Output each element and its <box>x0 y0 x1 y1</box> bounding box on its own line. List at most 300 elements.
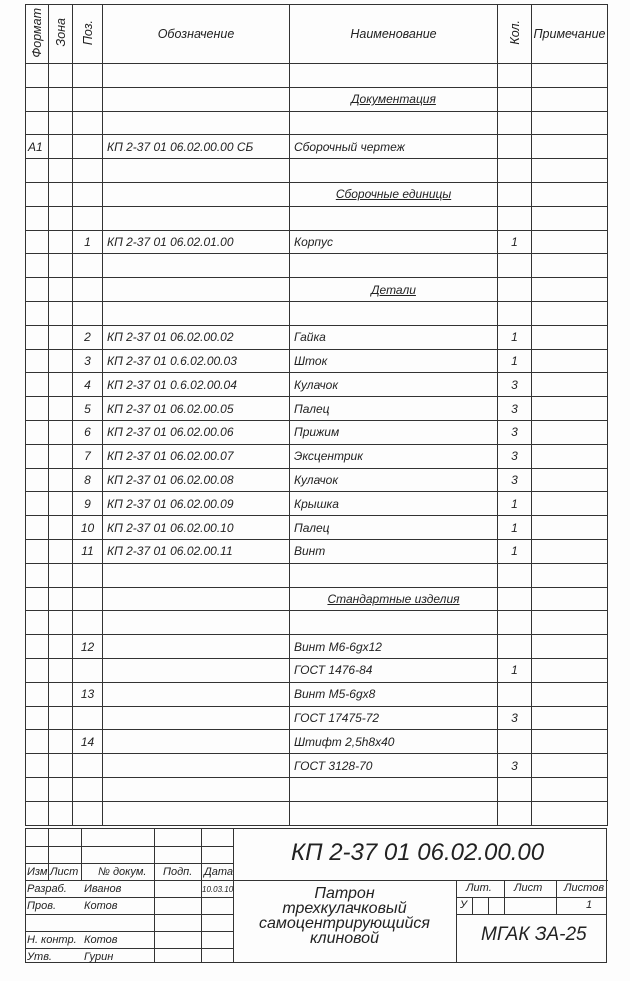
cell-designation: КП 2-37 01 06.02.00.08 <box>103 468 290 492</box>
cell-note <box>532 254 608 278</box>
cell-pos: 4 <box>73 373 103 397</box>
table-row <box>26 159 608 183</box>
cell-pos <box>73 658 103 682</box>
cell-qty: 3 <box>498 706 532 730</box>
cell-qty: 3 <box>498 397 532 421</box>
cell-pos: 13 <box>73 682 103 706</box>
table-row <box>26 658 608 682</box>
product-name-line: трехкулачковый <box>282 900 407 917</box>
divider <box>456 880 457 962</box>
cell-note <box>532 444 608 468</box>
cell-pos <box>73 754 103 778</box>
cell-name <box>290 159 498 183</box>
table-row <box>26 730 608 754</box>
cell-format <box>26 254 49 278</box>
cell-pos <box>73 301 103 325</box>
cell-format <box>26 182 49 206</box>
cell-name: Винт <box>290 539 498 563</box>
cell-pos <box>73 706 103 730</box>
cell-note <box>532 468 608 492</box>
cell-zone <box>49 492 73 516</box>
cell-note <box>532 730 608 754</box>
cell-name: Сборочные единицы <box>290 182 498 206</box>
cell-zone <box>49 159 73 183</box>
cell-format <box>26 325 49 349</box>
cell-name <box>290 64 498 88</box>
cell-note <box>532 563 608 587</box>
cell-pos <box>73 111 103 135</box>
cell-note <box>532 516 608 540</box>
cell-format <box>26 539 49 563</box>
cell-name: ГОСТ 17475-72 <box>290 706 498 730</box>
cell-pos: 7 <box>73 444 103 468</box>
divider <box>556 880 557 914</box>
cell-qty: 3 <box>498 754 532 778</box>
cell-pos <box>73 206 103 230</box>
divider <box>81 829 82 880</box>
role-name: Котов <box>84 900 118 912</box>
cell-qty: 1 <box>498 658 532 682</box>
cell-name: Сборочный чертеж <box>290 135 498 159</box>
cell-note <box>532 135 608 159</box>
cell-qty <box>498 777 532 801</box>
cell-name <box>290 254 498 278</box>
header-zone: Зона <box>53 18 68 47</box>
cell-pos: 14 <box>73 730 103 754</box>
cell-zone <box>49 206 73 230</box>
cell-name <box>290 777 498 801</box>
divider <box>48 829 49 880</box>
cell-pos: 5 <box>73 397 103 421</box>
cell-qty: 1 <box>498 230 532 254</box>
cell-format <box>26 611 49 635</box>
cell-format <box>26 777 49 801</box>
label-doc-no: № докум. <box>98 866 147 878</box>
cell-format <box>26 420 49 444</box>
cell-qty <box>498 611 532 635</box>
title-block <box>25 828 607 963</box>
cell-format: А1 <box>26 135 49 159</box>
cell-note <box>532 159 608 183</box>
cell-qty: 1 <box>498 539 532 563</box>
table-row <box>26 516 608 540</box>
label-date: Дата <box>204 866 234 878</box>
table-row <box>26 563 608 587</box>
cell-format <box>26 492 49 516</box>
divider <box>233 880 608 881</box>
label-sheet: Лист <box>514 882 543 894</box>
cell-pos: 11 <box>73 539 103 563</box>
cell-designation: КП 2-37 01 06.02.00.11 <box>103 539 290 563</box>
cell-qty <box>498 587 532 611</box>
cell-format <box>26 706 49 730</box>
role-date: 10.03.10 <box>202 885 234 894</box>
cell-designation: КП 2-37 01 06.02.00.10 <box>103 516 290 540</box>
role-name: Гурин <box>84 951 114 963</box>
cell-designation: КП 2-37 01 06.02.00.05 <box>103 397 290 421</box>
cell-qty <box>498 563 532 587</box>
header-note: Примечание <box>532 5 608 64</box>
cell-pos: 1 <box>73 230 103 254</box>
product-name-line: Патрон <box>314 885 375 902</box>
cell-designation: КП 2-37 01 06.02.00.06 <box>103 420 290 444</box>
table-row <box>26 301 608 325</box>
cell-pos: 2 <box>73 325 103 349</box>
cell-zone <box>49 420 73 444</box>
cell-note <box>532 587 608 611</box>
cell-qty <box>498 87 532 111</box>
cell-format <box>26 635 49 659</box>
cell-zone <box>49 444 73 468</box>
cell-designation <box>103 801 290 825</box>
cell-note <box>532 301 608 325</box>
cell-zone <box>49 754 73 778</box>
cell-format <box>26 397 49 421</box>
cell-designation <box>103 182 290 206</box>
cell-qty <box>498 301 532 325</box>
cell-zone <box>49 730 73 754</box>
cell-name: Винт М5-6gх8 <box>290 682 498 706</box>
cell-name: Эксцентрик <box>290 444 498 468</box>
cell-designation <box>103 206 290 230</box>
cell-designation: КП 2-37 01 06.02.00.02 <box>103 325 290 349</box>
cell-format <box>26 682 49 706</box>
cell-pos <box>73 777 103 801</box>
cell-designation <box>103 658 290 682</box>
table-row <box>26 777 608 801</box>
cell-name <box>290 111 498 135</box>
label-sign: Подп. <box>163 866 193 878</box>
cell-format <box>26 516 49 540</box>
cell-pos <box>73 563 103 587</box>
cell-qty: 1 <box>498 492 532 516</box>
table-row <box>26 397 608 421</box>
product-name-line: самоцентрирующийся <box>259 915 430 932</box>
cell-zone <box>49 635 73 659</box>
cell-qty <box>498 64 532 88</box>
cell-note <box>532 420 608 444</box>
cell-name: ГОСТ 3128-70 <box>290 754 498 778</box>
cell-zone <box>49 682 73 706</box>
label-sheets: Листов <box>564 882 605 894</box>
cell-designation: КП 2-37 01 0.6.02.00.04 <box>103 373 290 397</box>
cell-qty <box>498 206 532 230</box>
cell-note <box>532 539 608 563</box>
cell-designation <box>103 301 290 325</box>
table-row <box>26 182 608 206</box>
cell-format <box>26 159 49 183</box>
table-row <box>26 801 608 825</box>
divider <box>488 897 489 914</box>
cell-zone <box>49 611 73 635</box>
cell-zone <box>49 563 73 587</box>
cell-format <box>26 563 49 587</box>
table-row <box>26 230 608 254</box>
header-qty: Кол. <box>507 20 522 45</box>
role-label: Утв. <box>27 951 52 963</box>
cell-designation: КП 2-37 01 0.6.02.00.03 <box>103 349 290 373</box>
cell-designation <box>103 754 290 778</box>
label-izm: Изм <box>27 866 48 878</box>
cell-format <box>26 87 49 111</box>
table-row <box>26 349 608 373</box>
cell-note <box>532 397 608 421</box>
cell-pos: 9 <box>73 492 103 516</box>
cell-name: Детали <box>290 278 498 302</box>
cell-designation <box>103 635 290 659</box>
cell-note <box>532 349 608 373</box>
cell-pos <box>73 278 103 302</box>
cell-designation <box>103 587 290 611</box>
cell-zone <box>49 325 73 349</box>
cell-format <box>26 730 49 754</box>
cell-note <box>532 325 608 349</box>
cell-qty <box>498 159 532 183</box>
cell-zone <box>49 373 73 397</box>
cell-pos <box>73 254 103 278</box>
table-row <box>26 682 608 706</box>
cell-designation <box>103 159 290 183</box>
cell-format <box>26 206 49 230</box>
cell-name <box>290 206 498 230</box>
header-designation: Обозначение <box>103 5 290 64</box>
cell-format <box>26 111 49 135</box>
divider <box>154 829 155 962</box>
cell-qty: 3 <box>498 373 532 397</box>
cell-qty <box>498 135 532 159</box>
cell-name: ГОСТ 1476-84 <box>290 658 498 682</box>
cell-name <box>290 563 498 587</box>
cell-name: Кулачок <box>290 468 498 492</box>
cell-designation <box>103 611 290 635</box>
cell-note <box>532 635 608 659</box>
cell-note <box>532 64 608 88</box>
cell-pos <box>73 182 103 206</box>
cell-zone <box>49 254 73 278</box>
cell-name: Винт М6-6gх12 <box>290 635 498 659</box>
table-row <box>26 254 608 278</box>
cell-zone <box>49 468 73 492</box>
role-label: Разраб. <box>27 883 67 895</box>
table-row <box>26 206 608 230</box>
role-name: Иванов <box>84 883 122 895</box>
divider <box>504 880 505 914</box>
cell-note <box>532 111 608 135</box>
table-row <box>26 135 608 159</box>
table-row <box>26 611 608 635</box>
cell-zone <box>49 706 73 730</box>
header-name: Наименование <box>290 5 498 64</box>
cell-designation: КП 2-37 01 06.02.00.00 СБ <box>103 135 290 159</box>
cell-zone <box>49 349 73 373</box>
cell-zone <box>49 397 73 421</box>
cell-name <box>290 611 498 635</box>
cell-note <box>532 611 608 635</box>
table-row <box>26 444 608 468</box>
cell-designation <box>103 87 290 111</box>
cell-zone <box>49 539 73 563</box>
cell-name: Гайка <box>290 325 498 349</box>
cell-note <box>532 658 608 682</box>
cell-note <box>532 777 608 801</box>
table-row <box>26 111 608 135</box>
cell-name: Шток <box>290 349 498 373</box>
cell-note <box>532 682 608 706</box>
cell-qty: 3 <box>498 444 532 468</box>
table-row <box>26 706 608 730</box>
cell-format <box>26 754 49 778</box>
cell-qty <box>498 254 532 278</box>
cell-note <box>532 182 608 206</box>
cell-name <box>290 801 498 825</box>
header-pos: Поз. <box>80 19 95 46</box>
cell-pos <box>73 159 103 183</box>
cell-designation <box>103 682 290 706</box>
cell-designation: КП 2-37 01 06.02.00.09 <box>103 492 290 516</box>
cell-name: Палец <box>290 397 498 421</box>
cell-format <box>26 349 49 373</box>
role-label: Пров. <box>27 900 57 912</box>
cell-format <box>26 373 49 397</box>
cell-name: Палец <box>290 516 498 540</box>
cell-zone <box>49 64 73 88</box>
divider <box>456 897 606 898</box>
product-name-line: клиновой <box>310 930 379 947</box>
table-row <box>26 325 608 349</box>
label-lit: Лит. <box>466 882 492 894</box>
cell-qty <box>498 278 532 302</box>
table-row <box>26 373 608 397</box>
cell-pos <box>73 587 103 611</box>
cell-note <box>532 87 608 111</box>
role-name: Котов <box>84 934 118 946</box>
cell-name: Стандартные изделия <box>290 587 498 611</box>
cell-designation <box>103 64 290 88</box>
table-row <box>26 87 608 111</box>
cell-designation <box>103 278 290 302</box>
cell-format <box>26 658 49 682</box>
cell-pos: 8 <box>73 468 103 492</box>
role-label: Н. контр. <box>27 934 77 946</box>
cell-format <box>26 64 49 88</box>
cell-note <box>532 492 608 516</box>
table-row <box>26 278 608 302</box>
cell-note <box>532 373 608 397</box>
cell-note <box>532 754 608 778</box>
cell-zone <box>49 777 73 801</box>
cell-zone <box>49 301 73 325</box>
table-row <box>26 587 608 611</box>
header-format: Формат <box>30 7 44 58</box>
cell-qty <box>498 635 532 659</box>
cell-zone <box>49 587 73 611</box>
cell-name: Документация <box>290 87 498 111</box>
cell-designation <box>103 706 290 730</box>
cell-qty <box>498 182 532 206</box>
cell-qty <box>498 730 532 754</box>
cell-name: Крышка <box>290 492 498 516</box>
cell-qty: 1 <box>498 349 532 373</box>
divider <box>201 829 202 962</box>
cell-note <box>532 706 608 730</box>
cell-designation <box>103 254 290 278</box>
cell-format <box>26 230 49 254</box>
cell-name: Штифт 2,5h8х40 <box>290 730 498 754</box>
divider <box>472 897 473 914</box>
lit-value: У <box>460 899 468 911</box>
cell-zone <box>49 801 73 825</box>
table-row <box>26 468 608 492</box>
cell-designation <box>103 111 290 135</box>
cell-pos <box>73 611 103 635</box>
table-header <box>26 5 608 64</box>
table-row <box>26 64 608 88</box>
sheets-value: 1 <box>586 899 593 911</box>
cell-designation: КП 2-37 01 06.02.00.07 <box>103 444 290 468</box>
cell-zone <box>49 182 73 206</box>
cell-designation: КП 2-37 01 06.02.01.00 <box>103 230 290 254</box>
cell-pos <box>73 135 103 159</box>
table-row <box>26 754 608 778</box>
cell-note <box>532 230 608 254</box>
cell-note <box>532 801 608 825</box>
organization: МГАК ЗА-25 <box>481 924 587 945</box>
cell-format <box>26 801 49 825</box>
cell-pos <box>73 87 103 111</box>
cell-name <box>290 301 498 325</box>
cell-designation <box>103 730 290 754</box>
cell-qty <box>498 111 532 135</box>
label-list: Лист <box>50 866 79 878</box>
cell-note <box>532 206 608 230</box>
table-row <box>26 635 608 659</box>
divider <box>456 914 606 915</box>
document-number: КП 2-37 01 06.02.00.00 <box>291 839 545 866</box>
cell-format <box>26 444 49 468</box>
cell-qty: 1 <box>498 516 532 540</box>
cell-format <box>26 301 49 325</box>
cell-qty: 3 <box>498 468 532 492</box>
cell-qty <box>498 682 532 706</box>
cell-name: Корпус <box>290 230 498 254</box>
cell-pos <box>73 64 103 88</box>
cell-name: Кулачок <box>290 373 498 397</box>
cell-qty: 3 <box>498 420 532 444</box>
cell-zone <box>49 658 73 682</box>
cell-pos: 3 <box>73 349 103 373</box>
cell-zone <box>49 230 73 254</box>
cell-designation <box>103 563 290 587</box>
cell-note <box>532 278 608 302</box>
cell-designation <box>103 777 290 801</box>
cell-zone <box>49 135 73 159</box>
cell-name: Прижим <box>290 420 498 444</box>
cell-format <box>26 278 49 302</box>
cell-pos: 12 <box>73 635 103 659</box>
table-row <box>26 492 608 516</box>
cell-qty: 1 <box>498 325 532 349</box>
cell-zone <box>49 516 73 540</box>
cell-pos: 6 <box>73 420 103 444</box>
cell-zone <box>49 278 73 302</box>
cell-format <box>26 468 49 492</box>
cell-qty <box>498 801 532 825</box>
cell-pos <box>73 801 103 825</box>
table-row <box>26 420 608 444</box>
cell-format <box>26 587 49 611</box>
cell-zone <box>49 111 73 135</box>
cell-pos: 10 <box>73 516 103 540</box>
